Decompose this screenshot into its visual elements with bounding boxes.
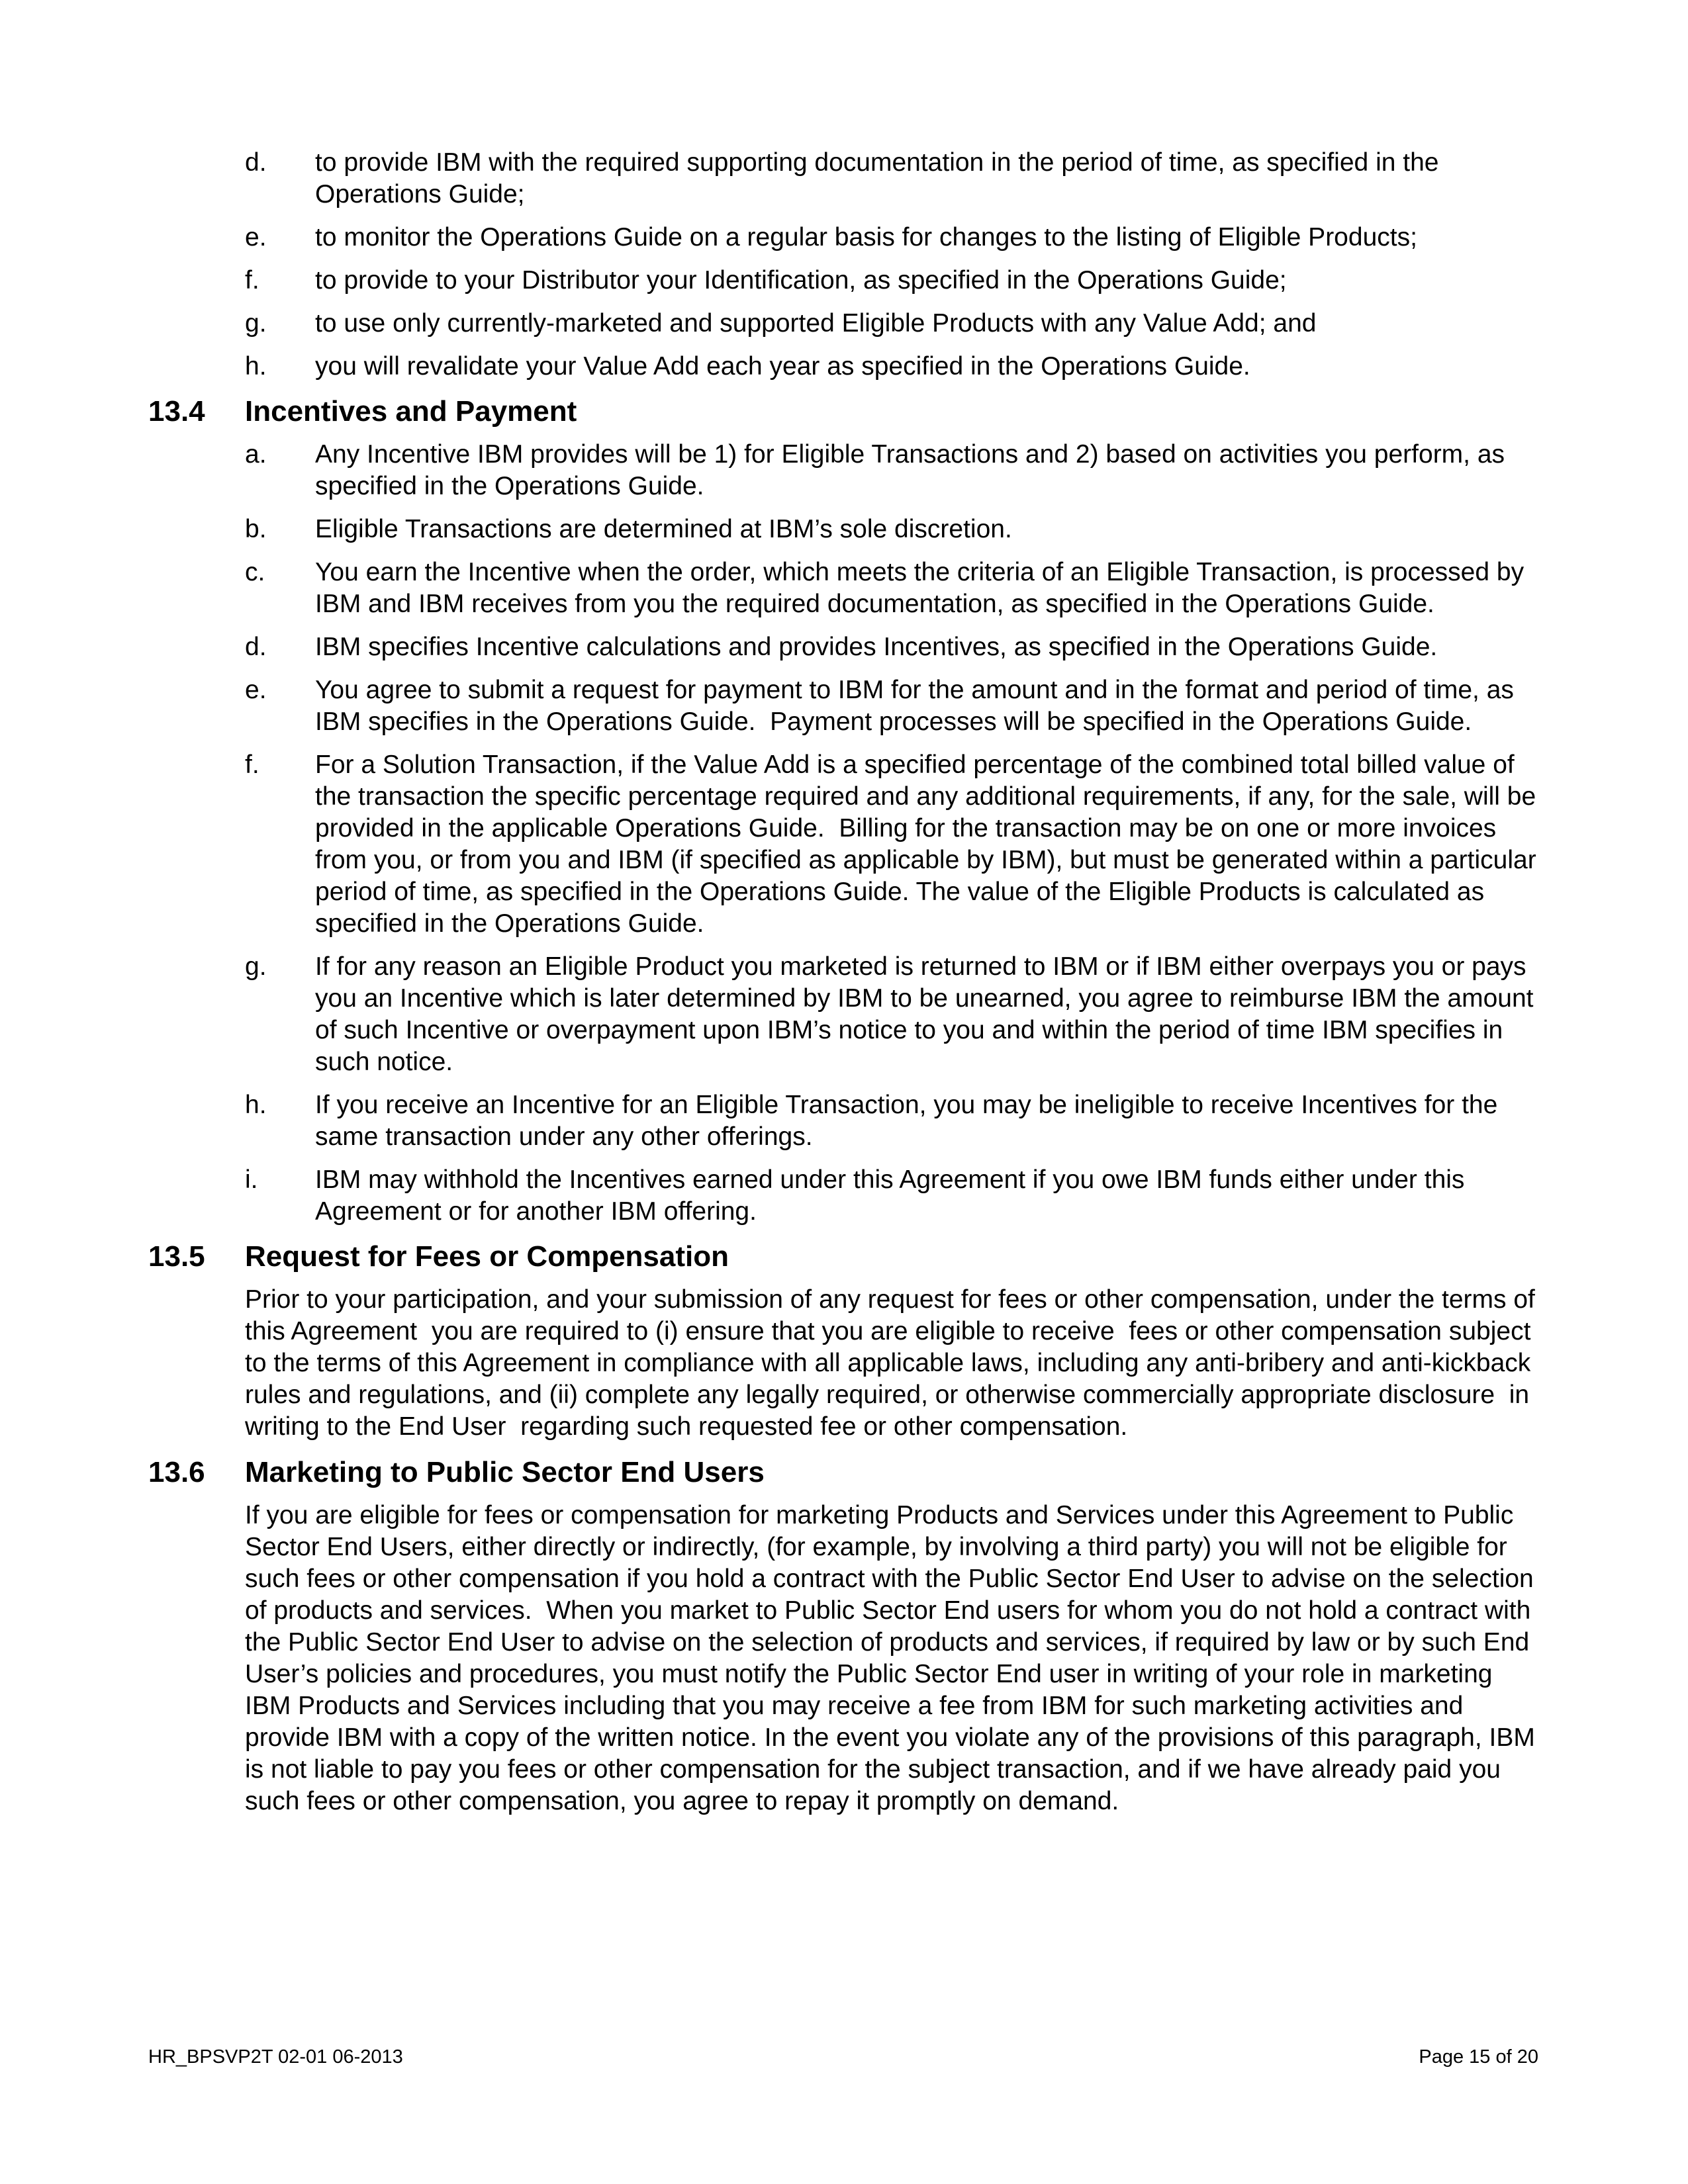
list-text: to use only currently-marketed and supported Eligible Products with any Value Add; and [315,309,1317,338]
list-marker: d. [245,633,267,661]
list-text: You earn the Incentive when the order, which meets the criteria of an Eligible Transaction, is processed by IBM and IBM receives from you the required documentation, as specified in the Operations Guide. [315,558,1531,618]
section-title: Request for Fees or Compensation [245,1240,729,1273]
list-item [148,222,1538,253]
list-marker: c. [245,558,265,586]
list-item [148,631,1538,663]
list-marker: g. [245,952,267,981]
list-marker: b. [245,515,267,543]
section-13-5-body: Prior to your participation, and your submission of any request for fees or other compensation, under the terms of this Agreement you are required to (i) ensure that you are eligible to receive fees or other compensation subject to the terms of this Agreement in compliance with all applicable laws, including any anti-bribery and anti-kickback rules and regulations, and (ii) complete any legally required, or otherwise commercially appropriate disclosure in writing to the End User regarding such requested fee or other compensation. [245,1285,1542,1441]
list-marker: h. [245,352,267,381]
list-item [148,557,1538,620]
section-heading-13-4 [148,394,1538,430]
list-item [148,674,1538,738]
page-content [148,147,1544,1829]
list-text: Any Incentive IBM provides will be 1) for Eligible Transactions and 2) based on activities you perform, as specified in the Operations Guide. [315,440,1512,500]
list-text: If you receive an Incentive for an Eligible Transaction, you may be ineligible to receive Incentives for the same transaction under any other offerings. [315,1091,1505,1151]
list-item [148,951,1541,1078]
list-marker: f. [245,751,259,779]
list-item [148,265,1538,296]
footer-doc-id: HR_BPSVP2T 02-01 06-2013 [148,2046,403,2068]
list-item [148,308,1538,340]
list-marker: f. [245,266,259,295]
list-text: You agree to submit a request for payment to IBM for the amount and in the format and period of time, as IBM specifies in the Operations Guide. Payment processes will be specified in the Operations Guide. [315,676,1521,736]
list-marker: h. [245,1091,267,1119]
list-item [148,1089,1538,1153]
top-list [148,147,1538,383]
list-text: IBM may withhold the Incentives earned under this Agreement if you owe IBM funds either under this Agreement or for another IBM offering. [315,1165,1471,1226]
list-item [148,351,1538,383]
section-13-6-body: If you are eligible for fees or compensation for marketing Products and Services under this Agreement to Public Sector End Users, either directly or indirectly, (for example, by involving a third party) you will not be eligible for such fees or other compensation if you hold a contract with the Public Sector End User to advise on the selection of products and services. When you market to Public Sector End users for whom you do not hold a contract with the Public Sector End User to advise on the selection of products and services, if required by law or by such End User’s policies and procedures, you must notify the Public Sector End user in writing of your role in marketing IBM Products and Services including that you may receive a fee from IBM for such marketing activities and provide IBM with a copy of the written notice. In the event you violate any of the provisions of this paragraph, IBM is not liable to pay you fees or other compensation for the subject transaction, and if we have already paid you such fees or other compensation, you agree to repay it promptly on demand. [245,1501,1542,1815]
section-13-4-list [148,439,1544,1228]
list-item [148,749,1544,940]
list-text: Eligible Transactions are determined at IBM’s sole discretion. [315,515,1012,543]
section-title: Incentives and Payment [245,395,577,428]
list-marker: g. [245,309,267,338]
list-item [148,147,1538,210]
list-marker: d. [245,148,267,177]
section-heading-13-6 [148,1455,1538,1490]
list-marker: e. [245,223,267,251]
list-text: If for any reason an Eligible Product you marketed is returned to IBM or if IBM either overpays you or pays you an Incentive which is later determined by IBM to be unearned, you agree to reimburse IBM the amount of such Incentive or overpayment upon IBM’s notice to you and within the period of time IBM specifies in such notice. [315,952,1541,1076]
list-item [148,439,1538,502]
list-text: to provide to your Distributor your Identification, as specified in the Operations Guide; [315,266,1287,295]
list-text: For a Solution Transaction, if the Value Add is a specified percentage of the combined total billed value of the transaction the specific percentage required and any additional requirements, if any, for the sale, will be provided in the applicable Operations Guide. Billing for the transaction may be on one or more invoices from you, or from you and IBM (if specified as applicable by IBM), but must be generated within a particular period of time, as specified in the Operations Guide. The value of the Eligible Products is calculated as specified in the Operations Guide. [315,751,1544,938]
section-heading-13-5 [148,1239,1538,1275]
section-title: Marketing to Public Sector End Users [245,1456,765,1488]
list-text: to monitor the Operations Guide on a regular basis for changes to the listing of Eligible Products; [315,223,1417,251]
section-number: 13.5 [148,1240,205,1273]
list-marker: i. [245,1165,258,1194]
list-item [148,514,1538,545]
list-marker: a. [245,440,267,469]
list-text: to provide IBM with the required supporting documentation in the period of time, as specified in the Operations Guide; [315,148,1446,208]
section-number: 13.4 [148,395,205,428]
section-number: 13.6 [148,1456,205,1488]
list-text: you will revalidate your Value Add each year as specified in the Operations Guide. [315,352,1250,381]
footer-page-number: Page 15 of 20 [1419,2046,1538,2068]
list-text: IBM specifies Incentive calculations and provides Incentives, as specified in the Operations Guide. [315,633,1438,661]
list-marker: e. [245,676,267,704]
list-item [148,1164,1538,1228]
